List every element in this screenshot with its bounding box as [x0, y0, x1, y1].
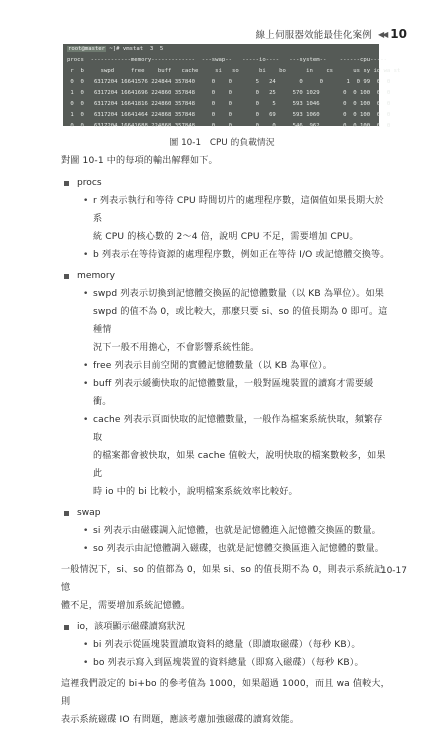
section-title: procs [77, 178, 102, 188]
paragraph-line: 這裡我們設定的 bi+bo 的參考值為 1000，如果超過 1000，而且 wa 值較大，則 [61, 679, 390, 707]
item-line: 統 CPU 的核心數的 2～4 倍，說明 CPU 不足，需要增加 CPU。 [93, 232, 359, 242]
item-line: b 列表示在等待資源的處理程序數，例如正在等待 I/O 或記憶體交換等。 [93, 250, 390, 260]
list-item [83, 375, 391, 411]
section-title: memory [77, 271, 115, 281]
section-memory [61, 267, 391, 285]
list-item [83, 285, 391, 357]
figure-caption: 圖 10-1 CPU 的負載情況 [169, 138, 275, 148]
item-line: swpd 的值不為 0，或比較大，那麼只要 si、so 的值長期為 0 即可。這種情 [93, 307, 388, 335]
page-number: 10-17 [380, 566, 407, 576]
terminal-line: 1 0 6317204 16641696 224860 357848 0 0 0 25 570 1029 0 0 100 0 0 [67, 90, 391, 96]
prompt-user: root@master [68, 46, 106, 52]
double-arrow-icon: ◀◀ [377, 29, 387, 39]
item-line: 的檔案都會被快取，如果 cache 值較大，說明快取的檔案數較多，如果此 [93, 451, 386, 479]
terminal-line: 1 0 6317204 16641464 224868 357848 0 0 0 69 593 1060 0 0 100 0 0 [67, 112, 391, 118]
list-item [83, 411, 391, 501]
chapter-number: 10 [390, 27, 407, 41]
item-line: cache 列表示頁面快取的記憶體數量，一般作為檔案系統快取，頻繁存取 [93, 415, 383, 443]
square-bullet-icon [64, 511, 69, 516]
paragraph-line: 一般情況下，si、so 的值都為 0，如果 si、so 的值長期不為 0，則表示系統記憶 [61, 565, 384, 593]
prompt-command: ~]# vmstat 3 5 [106, 46, 164, 52]
square-bullet-icon [64, 274, 69, 279]
square-bullet-icon [64, 625, 69, 630]
section-io [61, 618, 391, 636]
terminal-line: 0 0 6317204 16641576 224844 357840 0 0 5 24 0 0 1 0 99 0 0 [67, 79, 391, 85]
dot-bullet-icon: • [83, 361, 89, 371]
item-line: free 列表示目前空閒的實體記憶體數量（以 KB 為單位）。 [93, 361, 332, 371]
dot-bullet-icon: • [83, 415, 89, 425]
item-line: r 列表示執行和等待 CPU 時間切片的處理程序數，這個值如果長期大於系 [93, 196, 384, 224]
paragraph-line: 體不足，需要增加系統記憶體。 [61, 601, 191, 611]
body-content [61, 152, 391, 729]
chapter-title: 線上伺服器效能最佳化案例 [255, 30, 372, 41]
paragraph-line: 表示系統磁碟 IO 有問題，應該考慮加強磁碟的讀寫效能。 [61, 715, 300, 725]
terminal-line: 0 0 6317204 16641688 224868 357848 0 0 0 0 546 962 0 0 100 0 0 [67, 123, 391, 129]
item-line: swpd 列表示切換到記憶體交換區的記憶體數量（以 KB 為單位）。如果 [93, 289, 384, 299]
list-item [83, 246, 391, 264]
square-bullet-icon [64, 181, 69, 186]
dot-bullet-icon: • [83, 196, 89, 206]
dot-bullet-icon: • [83, 289, 89, 299]
item-line: bi 列表示從區塊裝置讀取資料的總量（即讀取磁碟）（每秒 KB）。 [93, 640, 361, 650]
list-item [83, 540, 391, 558]
list-item [83, 636, 391, 654]
section-swap [61, 504, 391, 522]
section-title: swap [77, 508, 101, 518]
item-line: buff 列表示緩衝快取的記憶體數量，一般對區塊裝置的讀寫才需要緩衝。 [93, 379, 374, 407]
item-line: bo 列表示寫入到區塊裝置的資料總量（即寫入磁碟）（每秒 KB）。 [93, 658, 364, 668]
list-item [83, 522, 391, 540]
dot-bullet-icon: • [83, 250, 89, 260]
dot-bullet-icon: • [83, 640, 89, 650]
dot-bullet-icon: • [83, 658, 89, 668]
dot-bullet-icon: • [83, 544, 89, 554]
section-procs [61, 174, 391, 192]
terminal-prompt [63, 44, 379, 55]
item-line: 時 io 中的 bi 比較小，說明檔案系統效率比較好。 [93, 487, 298, 497]
terminal-line: r b swpd free buff cache si so bi bo in cs us sy id wa st [67, 68, 401, 74]
section-title: io，該項顯示磁碟讀寫狀況 [77, 622, 186, 632]
terminal-screenshot [63, 44, 401, 129]
terminal-line: 0 0 6317204 16641816 224860 357848 0 0 0 5 593 1046 0 0 100 0 0 [67, 101, 391, 107]
item-line: si 列表示由磁碟調入記憶體，也就是記憶體進入記憶體交換區的數量。 [93, 526, 381, 536]
closing-paragraph [61, 675, 391, 729]
dot-bullet-icon: • [83, 526, 89, 536]
intro-paragraph: 對圖 10-1 中的每項的輸出解釋如下。 [61, 156, 218, 166]
item-line: 況下一般不用擔心，不會影響系統性能。 [93, 343, 260, 353]
terminal-line: procs ------------memory------------- ---swap-- -----io---- ---system-- ------cpu----- [67, 57, 387, 63]
summary-paragraph [61, 561, 391, 615]
list-item [83, 654, 391, 672]
dot-bullet-icon: • [83, 379, 89, 389]
item-line: so 列表示由記憶體調入磁碟，也就是記憶體交換區進入記憶體的數量。 [93, 544, 384, 554]
running-header [256, 26, 407, 42]
list-item [83, 192, 391, 246]
list-item [83, 357, 391, 375]
